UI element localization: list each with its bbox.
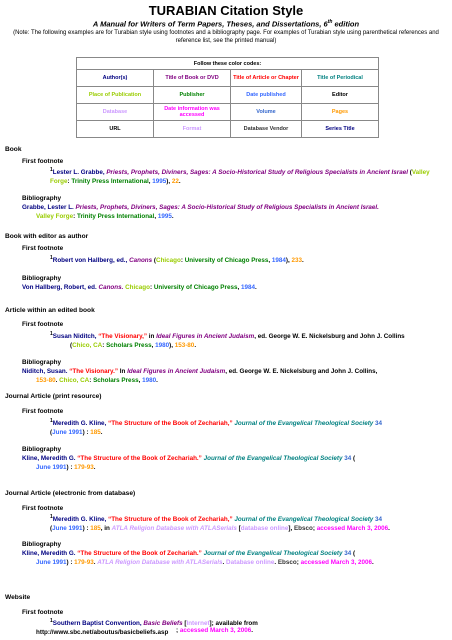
fn-author: Robert von Hallberg, ed., [52, 257, 130, 265]
section-heading-article-book: Article within an edited book [5, 307, 95, 314]
fn-date: 1995 [152, 178, 167, 186]
footnote-number: 1 [50, 331, 53, 337]
bib-pages: 179-93 [74, 559, 94, 566]
punct: ( [70, 342, 73, 350]
bib-place: Chico, CA [59, 377, 90, 384]
punct: ), [169, 342, 175, 350]
punct: [ [236, 525, 241, 533]
bib-periodical: Journal of the Evangelical Theological Society [203, 455, 343, 462]
fn-author: Lester L. Grabbe, [52, 169, 107, 177]
legend-row [77, 121, 379, 138]
article-book-footnote [36, 330, 448, 350]
punct: : [180, 257, 185, 265]
journal-print-footnote [36, 417, 448, 437]
bib-article: “The Structure of the Book of Zechariah.” [77, 455, 202, 462]
punct: ( [407, 169, 412, 177]
punct: , [148, 178, 153, 186]
bib-author: Kline, Meredith G. [22, 455, 78, 462]
bib-date: June 1991 [36, 464, 67, 471]
legend-accessed: Date information was accessed [154, 104, 231, 121]
fn-article: “The Structure of the Book of Zechariah,” [108, 516, 233, 524]
bib-title: Ideal Figures in Ancient Judaism [127, 368, 226, 375]
bib-editor: , ed. George W. E. Nickelsburg and John J. Collins, [225, 368, 378, 375]
section-heading-journal-print: Journal Article (print resource) [5, 393, 102, 400]
fn-author: Meredith G. Kline, [52, 516, 109, 524]
legend-database: Database [77, 104, 154, 121]
punct: ) : [66, 464, 75, 471]
fn-editor: , ed. George W. E. Nickelsburg and John J. Collins [254, 333, 405, 341]
punct: ]; available from [209, 620, 258, 628]
bibliography-label: Bibliography [22, 446, 62, 453]
bibliography-label: Bibliography [22, 195, 62, 202]
fn-place: Chicago [156, 257, 181, 265]
footnote-number: 1 [50, 514, 53, 520]
punct: . [100, 429, 103, 437]
bibliography-label: Bibliography [22, 541, 62, 548]
punct: ( [50, 429, 53, 437]
bib-title: Priests, Prophets, Diviners, Sages: A Socio-Historical Study of Religious Specialists in Ancient Israel. [75, 204, 379, 211]
bibliography-label: Bibliography [22, 275, 62, 282]
punct: ; [296, 559, 301, 566]
punct: In [118, 368, 128, 375]
first-footnote-label: First footnote [22, 245, 64, 252]
punct: . [178, 178, 181, 186]
punct: in [147, 333, 157, 341]
fn-title: Priests, Prophets, Diviners, Sages: A Socio-Historical Study of Religious Specialists in Ancient Israel [106, 169, 408, 177]
punct: , [151, 342, 156, 350]
subtitle-text: A Manual for Writers of Term Papers, Theses, and Dissertations, 6 [92, 19, 328, 29]
fn-date: 1984 [271, 257, 286, 265]
punct: . [274, 559, 278, 566]
punct: : [89, 377, 94, 384]
bib-database: ATLA Religion Database with ATLASerials [97, 559, 223, 566]
legend-pages: Pages [302, 104, 379, 121]
punct: : [73, 213, 77, 220]
punct: , [237, 284, 241, 291]
bib-pages: 179-93 [74, 464, 94, 471]
punct: ), [285, 257, 292, 265]
punct: ], [288, 525, 294, 533]
fn-date: June 1991 [52, 429, 83, 437]
punct: . [254, 284, 257, 291]
punct: . [194, 342, 197, 350]
fn-title: Basic Beliefs [143, 620, 183, 628]
punct: ) : [66, 559, 75, 566]
fn-publisher: Trinity Press International [71, 178, 149, 186]
bib-date: 1984 [240, 284, 255, 291]
footnote-number: 1 [50, 418, 53, 424]
bib-volume: 34 [344, 550, 352, 557]
bib-author: Von Hallberg, Robert, ed. [22, 284, 99, 291]
journal-db-bibliography [22, 549, 448, 567]
legend-article: Title of Article or Chapter [231, 70, 302, 87]
fn-article: “The Structure of the Book of Zechariah,” [108, 420, 233, 428]
fn-periodical: Journal of the Evangelical Theological Society [234, 516, 374, 524]
punct: ( [351, 455, 356, 462]
punct: ( [50, 525, 53, 533]
fn-database: ATLA Religion Database with ATLASerials [111, 525, 237, 533]
subtitle-end: edition [332, 19, 360, 29]
fn-periodical: Journal of the Evangelical Theological Society [234, 420, 374, 428]
punct: . [93, 464, 96, 471]
legend-periodical: Title of Periodical [302, 70, 379, 87]
section-heading-editor-book: Book with editor as author [5, 233, 89, 240]
punct: . [251, 627, 254, 634]
fn-format: Internet [186, 620, 210, 628]
bib-publisher: Scholars Press [93, 377, 139, 384]
legend-vendor: Database Vendor [231, 121, 302, 138]
section-heading-book: Book [5, 146, 22, 153]
fn-accessed: accessed March 3, 2006 [179, 627, 252, 634]
fn-author: Southern Baptist Convention, [52, 620, 144, 628]
punct: . [156, 377, 158, 384]
legend-publisher: Publisher [154, 87, 231, 104]
punct: , [138, 377, 143, 384]
fn-author: Meredith G. Kline, [52, 420, 109, 428]
legend-place: Place of Publication [77, 87, 154, 104]
fn-vendor: Ebsco [293, 525, 313, 533]
fn-date: 1980 [155, 342, 170, 350]
fn-format: database online [240, 525, 289, 533]
bib-place: Chicago [123, 284, 150, 291]
first-footnote-label: First footnote [22, 609, 64, 616]
bib-article: “The Structure of the Book of Zechariah.” [77, 550, 202, 557]
punct: : [67, 178, 72, 186]
punct: . [171, 213, 174, 220]
bib-publisher: Trinity Press International [76, 213, 155, 220]
fn-publisher: Scholars Press [106, 342, 152, 350]
punct: . [222, 559, 227, 566]
bib-format: Database online [226, 559, 275, 566]
journal-db-footnote [36, 513, 448, 533]
subtitle-sup: th [327, 19, 333, 25]
legend-series: Series Title [302, 121, 379, 138]
punct: : [149, 284, 154, 291]
fn-place: Valley Forge [50, 169, 430, 186]
bib-date: 1980 [142, 377, 157, 384]
legend-url: URL [77, 121, 154, 138]
fn-pages: 22 [171, 178, 179, 186]
punct: ( [351, 550, 356, 557]
fn-pages: 153-80 [174, 342, 195, 350]
fn-place: Chico, CA [72, 342, 103, 350]
footnote-number: 1 [50, 255, 53, 261]
bib-pages: 153-80 [36, 377, 56, 384]
bib-author: Niditch, Susan. [22, 368, 70, 375]
punct: . [302, 257, 304, 265]
punct: ) : [82, 429, 91, 437]
journal-print-bibliography [22, 454, 448, 472]
editor-book-bibliography [22, 283, 448, 292]
page-subtitle [0, 19, 452, 29]
punct: ; [176, 627, 180, 634]
punct: ) : [82, 525, 91, 533]
bib-date: 1995 [157, 213, 172, 220]
footnote-number: 1 [50, 167, 53, 173]
bibliography-label: Bibliography [22, 359, 62, 366]
first-footnote-label: First footnote [22, 321, 64, 328]
fn-author: Susan Niditch, [52, 333, 99, 341]
bib-vendor: Ebsco [277, 559, 297, 566]
fn-pages: 185 [90, 429, 101, 437]
bib-accessed: accessed March 3, 2006 [300, 559, 373, 566]
fn-date: June 1991 [52, 525, 83, 533]
punct: . [55, 377, 60, 384]
book-footnote [36, 166, 448, 186]
legend-date: Date published [231, 87, 302, 104]
fn-pages: 233 [291, 257, 302, 265]
fn-article: “The Visionary,” [98, 333, 148, 341]
punct: , [268, 257, 272, 265]
punct: , in [100, 525, 112, 533]
website-footnote-tail [176, 626, 376, 635]
bib-title: Canons. [98, 284, 124, 291]
editor-book-footnote [36, 254, 448, 265]
legend-format: Format [154, 121, 231, 138]
legend-row [77, 87, 379, 104]
punct: [ [182, 620, 187, 628]
legend-row [77, 70, 379, 87]
bib-periodical: Journal of the Evangelical Theological Society [203, 550, 343, 557]
punct: . [388, 525, 390, 533]
fn-pages: 185 [90, 525, 101, 533]
bib-date: June 1991 [36, 559, 67, 566]
legend-editor: Editor [302, 87, 379, 104]
color-legend-table [76, 57, 379, 138]
punct: . [93, 559, 98, 566]
punct: ), [166, 178, 172, 186]
book-bibliography [22, 203, 448, 221]
bib-publisher: University of Chicago Press [153, 284, 238, 291]
fn-accessed: accessed March 3, 2006 [316, 525, 389, 533]
footnote-number: 1 [50, 618, 53, 624]
bib-author: Kline, Meredith G. [22, 550, 78, 557]
fn-volume: 34 [375, 516, 383, 524]
legend-author: Author(s) [77, 70, 154, 87]
legend-title: Title of Book or DVD [154, 70, 231, 87]
legend-caption-row [77, 58, 379, 70]
fn-title: Canons [129, 257, 153, 265]
article-book-bibliography [22, 367, 448, 385]
first-footnote-label: First footnote [22, 505, 64, 512]
fn-url-link[interactable]: http://www.sbc.net/aboutus/basicbeliefs.asp [36, 629, 169, 637]
section-heading-journal-db: Journal Article (electronic from database) [5, 490, 136, 497]
fn-volume: 34 [375, 420, 383, 428]
punct: : [102, 342, 107, 350]
first-footnote-label: First footnote [22, 158, 64, 165]
bib-volume: 34 [344, 455, 352, 462]
bib-article: “The Visionary.” [69, 368, 118, 375]
punct: ( [152, 257, 157, 265]
fn-publisher: University of Chicago Press [184, 257, 269, 265]
page-title: TURABIAN Citation Style [148, 3, 304, 18]
first-footnote-label: First footnote [22, 408, 64, 415]
legend-volume: Volume [231, 104, 302, 121]
bib-author: Grabbe, Lester L. [22, 204, 76, 211]
punct: . [372, 559, 374, 566]
bib-place: Valley Forge [36, 213, 74, 220]
page-note: (Note: The following examples are for Turabian style using footnotes and a bibliography page. For examples of Turabian style using parenthetical references and reference list, see the printed manual) [13, 30, 439, 44]
punct: ; [312, 525, 317, 533]
section-heading-website: Website [5, 594, 31, 601]
fn-title: Ideal Figures in Ancient Judaism [156, 333, 255, 341]
legend-caption: Follow these color codes: [77, 58, 379, 70]
punct: , [154, 213, 158, 220]
legend-row [77, 104, 379, 121]
